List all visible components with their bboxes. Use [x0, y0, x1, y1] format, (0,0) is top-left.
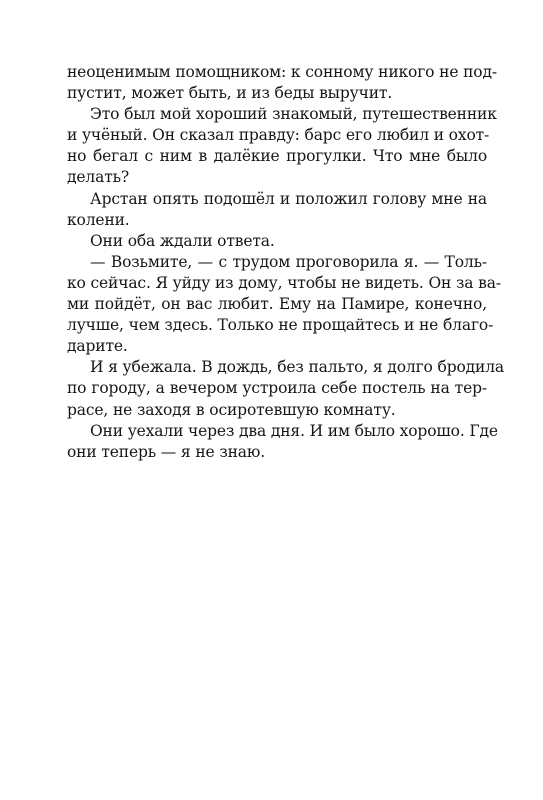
text-line: — Возьмите, — с трудом проговорила я. — Толь-	[90, 252, 487, 271]
text-line: по городу, а вечером устроила себе постель на тер-	[67, 379, 487, 398]
text-line: дарите.	[67, 337, 128, 356]
text-line: пустит, может быть, и из беды выручит.	[67, 84, 393, 103]
paragraph	[67, 189, 487, 231]
text-line: они теперь — я не знаю.	[67, 442, 266, 461]
text-line: Они уехали через два дня. И им было хорошо. Где	[90, 421, 498, 440]
text-line: неоценимым помощником: к сонному никого не под-	[67, 63, 497, 81]
text-line: ко сейчас. Я уйду из дому, чтобы не видеть. Он за ва-	[67, 273, 501, 292]
paragraph	[67, 62, 497, 104]
text-line: и учёный. Он сказал правду: барс его любил и охот-	[67, 126, 490, 145]
text-line: расе, не заходя в осиротевшую комнату.	[67, 400, 396, 419]
paragraph	[67, 252, 501, 357]
text-line: И я убежала. В дождь, без пальто, я долго бродила	[90, 358, 505, 377]
text-line: делать?	[67, 168, 130, 187]
paragraph	[67, 104, 497, 188]
body-text	[67, 62, 505, 463]
paragraph	[67, 231, 487, 252]
text-line: ми пойдёт, он вас любит. Ему на Памире, конечно,	[67, 295, 487, 314]
text-line: Это был мой хороший знакомый, путешественник	[90, 105, 497, 124]
text-line: но бегал с ним в далёкие прогулки. Что мне было	[67, 147, 487, 166]
text-line: Они оба ждали ответа.	[90, 231, 275, 250]
text-line: Арстан опять подошёл и положил голову мне на	[90, 189, 487, 208]
paragraph	[67, 357, 505, 420]
text-line: колени.	[67, 210, 130, 229]
text-line: лучше, чем здесь. Только не прощайтесь и не благо-	[67, 316, 494, 335]
paragraph	[67, 421, 498, 463]
